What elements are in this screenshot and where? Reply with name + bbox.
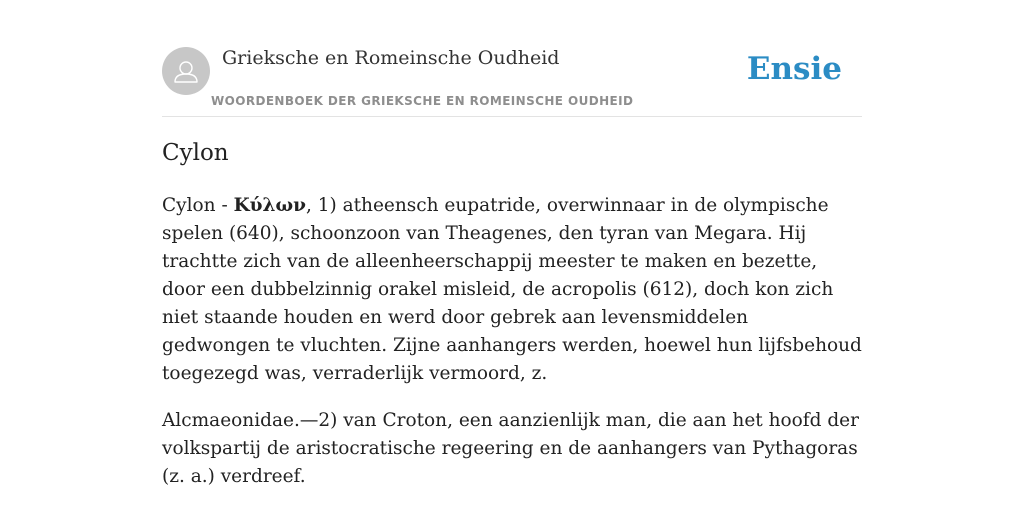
entry-text: , 1) atheensch eupatride, overwinnaar in de olympische spelen (640), schoonzoon van Theagenes, den tyran van Megara. Hij trachtte zich van de alleenheerschappij meester te maken en bezette, door een dubbelzinnig orakel misleid, de acropolis (612), doch kon zich niet staande houden en werd door gebrek aan levensmiddelen gedwongen te vluchten. Zijne aanhangers werden, hoewel hun lijfsbehoud toegezegd was, verraderlijk vermoord, z. <box>162 195 862 384</box>
avatar[interactable] <box>162 47 210 95</box>
brand-logo[interactable]: Ensie <box>746 51 842 87</box>
user-icon <box>162 47 210 95</box>
entry-term: Cylon - <box>162 195 234 216</box>
greek-term: Κύλων <box>233 195 306 216</box>
entry-paragraph <box>162 192 862 388</box>
site-title[interactable]: Grieksche en Romeinsche Oudheid <box>222 47 560 69</box>
site-subtitle: WOORDENBOEK DER GRIEKSCHE EN ROMEINSCHE OUDHEID <box>211 94 634 108</box>
entry-paragraph: Alcmaeonidae.—2) van Croton, een aanzienlijk man, die aan het hoofd der volkspartij de aristocratische regeering en de aanhangers van Pythagoras (z. a.) verdreef. <box>162 410 859 487</box>
entry-title: Cylon <box>162 140 229 166</box>
entry-body <box>162 192 862 510</box>
header <box>162 46 862 117</box>
